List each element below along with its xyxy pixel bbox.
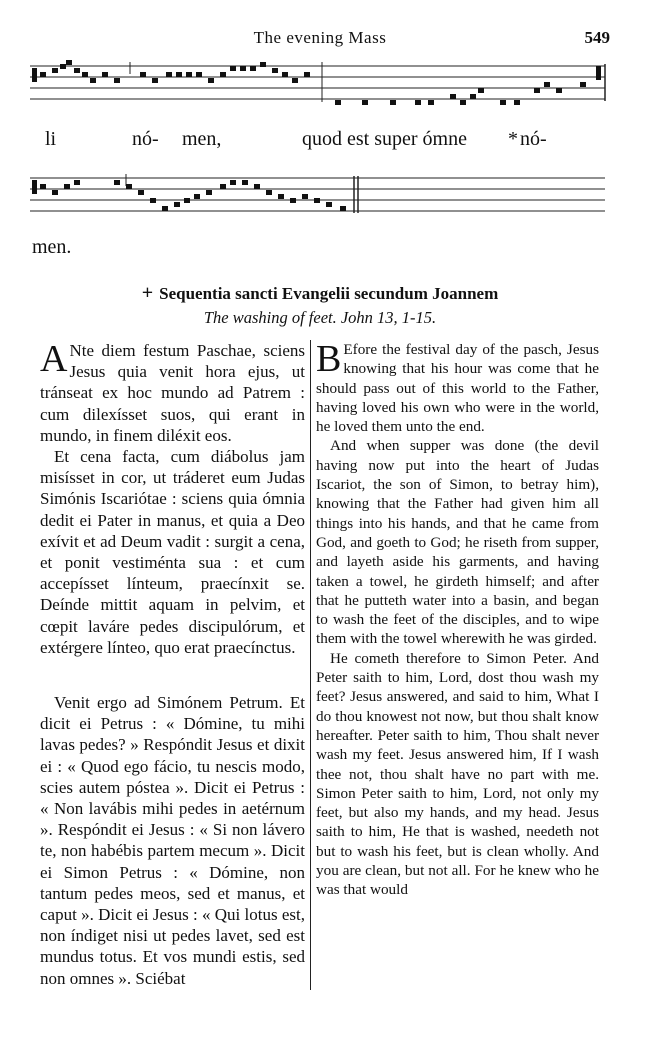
page-number: 549 bbox=[584, 28, 610, 47]
neume-group-3 bbox=[32, 180, 346, 211]
neume-group-1 bbox=[32, 60, 310, 83]
latin-column bbox=[40, 340, 305, 989]
chant-staff-2 bbox=[30, 172, 610, 222]
cross-icon: + bbox=[141, 282, 154, 304]
english-paragraph-2: And when supper was done (the devil having now put into the heart of Judas Iscariot, the son of Simon, to betray him), knowing that the Father had given him all things into his hands, and that he came from God, and goeth to God; he riseth from supper, and layeth aside his garments, and having taken a towel, he girdeth himself; and after that he putteth water into a basin, and began to wash the feet of the disciples, and to wipe them with the towel wherewith he was girded. bbox=[316, 437, 599, 648]
lyric-asterisk: * bbox=[508, 128, 518, 150]
english-dropcap: B bbox=[316, 338, 342, 380]
lyric-syllable: nó- bbox=[520, 128, 547, 150]
lyric-syllable: men. bbox=[32, 236, 72, 258]
lyric-syllable: li bbox=[45, 128, 57, 150]
lyric-syllable: nó- bbox=[132, 128, 159, 150]
english-column bbox=[316, 340, 599, 900]
chant-lyrics-line-2 bbox=[30, 236, 610, 266]
english-paragraph-1: Efore the festival day of the pasch, Jesus knowing that his hour was come that he should pass out of this world to the Father, having loved his own who were in the world, he loved them unto the end. bbox=[316, 341, 599, 436]
english-paragraph-3: He cometh therefore to Simon Peter. And Peter saith to him, Lord, dost thou wash my feet? Jesus answered, and said to him, What I do thou knowest not now, but thou shalt know hereafter. Peter saith to him, Thou shalt never wash my feet. Jesus answered him, If I wash thee not, thou shalt have no part with me. Simon Peter saith to him, Lord, not only my feet, but also my hands, and my head. Jesus saith to him, He that is washed, needeth not but to wash his feet, but is clean wholly. And you are clean, but not all. For he knew who he was that would bbox=[316, 649, 599, 899]
latin-paragraph-2: Et cena facta, cum diábolus jam misísset in cor, ut tráderet eum Judas Simónis Iscariótae : sciens quia ómnia dedit ei Pater in manus, et quia a Deo exívit et ad Deum vadit : surgit a cena, et ponit vestiménta sua : et cum accepísset línteum, praecínxit se. Deínde mittit aquam in pelvim, et cœpit laváre pedes discipulórum, et extérgere línteo, quo erat praecínctus. bbox=[40, 447, 305, 657]
latin-paragraph-1: Nte diem festum Paschae, sciens Jesus quia venit hora ejus, ut tránseat ex hoc mundo ad Patrem : cum dilexísset suos, qui erant in mundo, in finem diléxit eos. bbox=[40, 341, 305, 445]
latin-paragraph bbox=[40, 340, 305, 446]
latin-dropcap: A bbox=[40, 338, 68, 380]
gospel-heading bbox=[30, 282, 610, 305]
chant-staff-1 bbox=[30, 58, 610, 108]
chant-lyrics-line-1 bbox=[30, 128, 610, 158]
running-header bbox=[30, 28, 610, 50]
column-divider bbox=[310, 340, 311, 990]
running-title: The evening Mass bbox=[253, 28, 387, 47]
gospel-reference: The washing of feet. John 13, 1-15. bbox=[203, 308, 437, 327]
english-paragraph bbox=[316, 340, 599, 436]
lyric-syllable: men, bbox=[182, 128, 222, 150]
gospel-heading-text: Sequentia sancti Evangelii secundum Joannem bbox=[159, 284, 499, 303]
lyric-syllable: quod est super ómne bbox=[302, 128, 467, 150]
latin-paragraph-3: Venit ergo ad Simónem Petrum. Et dicit ei Petrus : « Dómine, tu mihi lavas pedes? » Respóndit Jesus et dixit ei : « Quod ego fácio, tu nescis modo, scies autem póstea ». Dicit ei Petrus : « Non lavábis mihi pedes in aetérnum ». Respóndit ei Jesus : « Si non lávero te, non habébis partem mecum ». Dicit ei Simon Petrus : « Dómine, non tantum pedes meos, sed et manus, et caput ». Dicit ei Jesus : « Qui lotus est, non índiget nisi ut pedes lavet, sed est mundus totus. Et vos mundi estis, sed non omnes ». Sciébat bbox=[40, 693, 305, 988]
